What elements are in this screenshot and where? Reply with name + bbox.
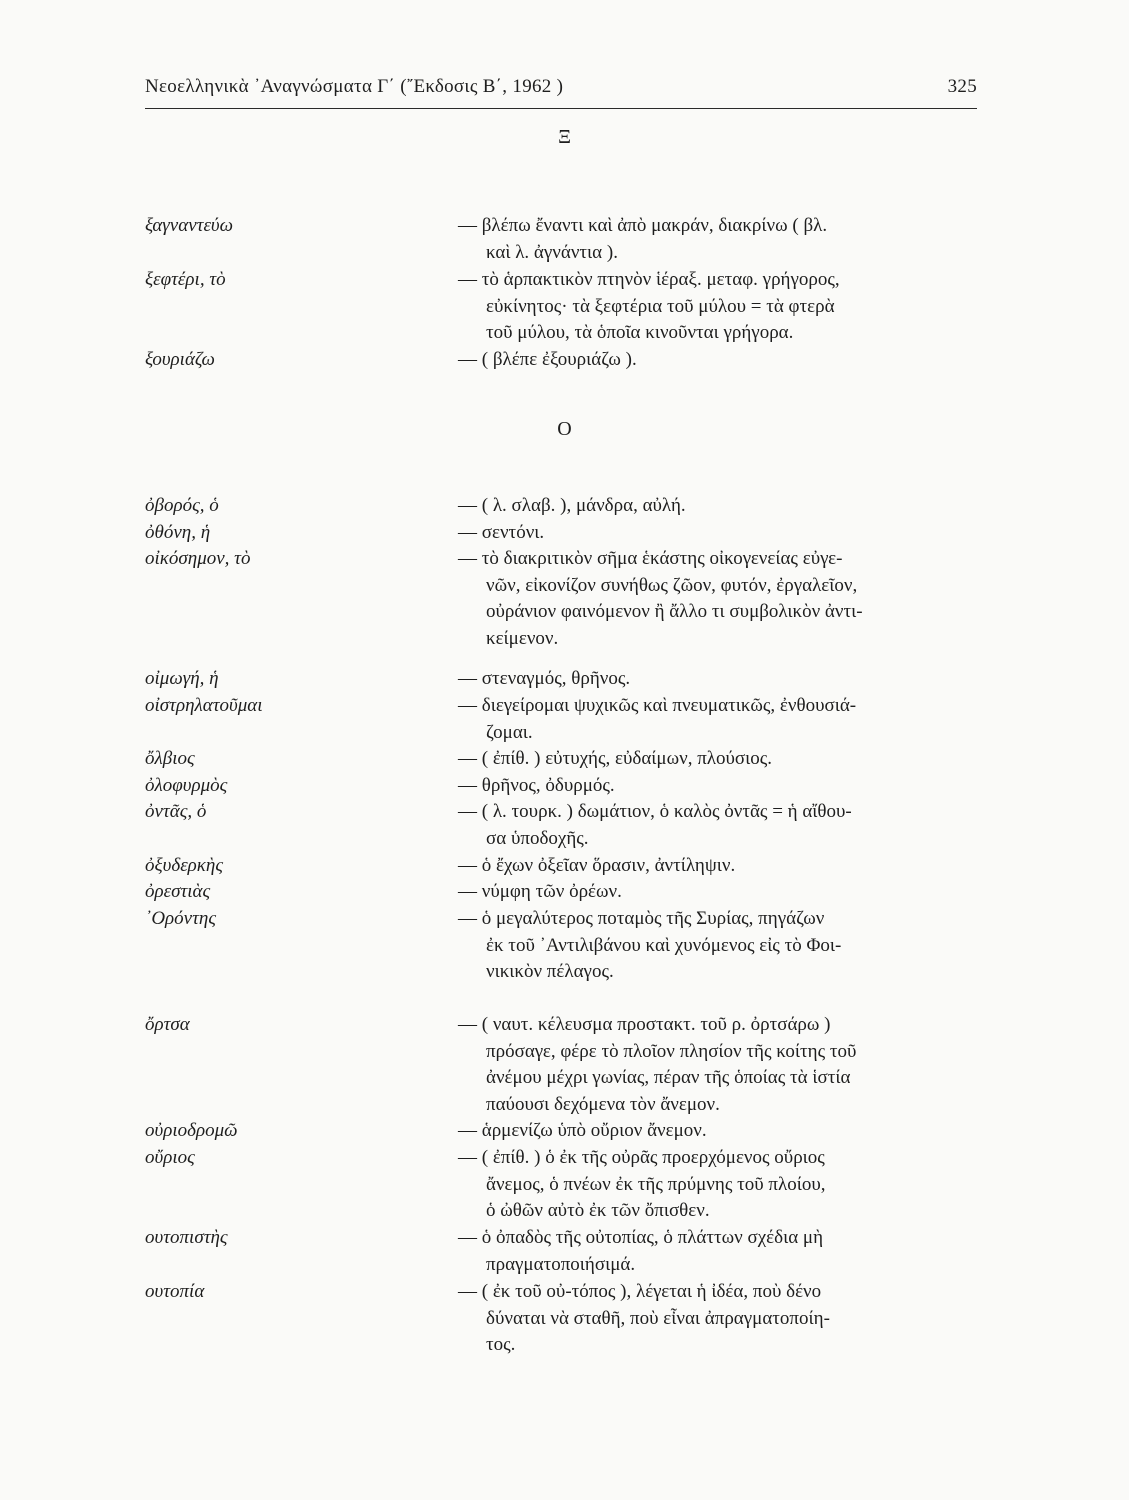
definition-line: κείμενον. [486, 627, 559, 649]
definition-line: καὶ λ. ἀγνάντια ). [486, 241, 618, 263]
definition-line: — νύμφη τῶν ὀρέων. [458, 881, 622, 902]
entry-term: οἰστρηλατοῦμαι [145, 695, 263, 716]
definition-line: — τὸ διακριτικὸν σῆμα ἑκάστης οἰκογενείας εὐγε- [458, 548, 843, 569]
entry-definition [458, 546, 982, 652]
entry-definition [458, 906, 982, 986]
entry-term: ὄρτσα [145, 1014, 190, 1035]
entry-definition [458, 347, 982, 374]
definition-line: τος. [486, 1334, 516, 1356]
definition-line: δύναται νὰ σταθῆ, ποὺ εἶναι ἀπραγματοποίη- [486, 1307, 830, 1329]
definition-line: — ὁ μεγαλύτερος ποταμὸς τῆς Συρίας, πηγάζων [458, 908, 825, 929]
header-title: Νεοελληνικὰ ᾿Αναγνώσματα Γ΄ (῎Εκδοσις Β΄, 1962 ) [145, 76, 564, 97]
definition-line: εὐκίνητος· τὰ ξεφτέρια τοῦ μύλου = τὰ φτερὰ [486, 295, 835, 317]
glossary-entry [0, 746, 1129, 773]
definition-line: τοῦ μύλου, τὰ ὁποῖα κινοῦνται γρήγορα. [486, 322, 794, 344]
entry-term: ουτοπιστὴς [145, 1227, 228, 1248]
glossary-entry [0, 666, 1129, 693]
definition-line: — ( ἐκ τοῦ οὐ-τόπος ), λέγεται ἡ ἰδέα, ποὺ δένο [458, 1281, 822, 1302]
glossary-entry [0, 493, 1129, 520]
entry-definition [458, 773, 982, 800]
glossary-entry [0, 853, 1129, 880]
glossary-entry [0, 906, 1129, 986]
definition-line: — θρῆνος, ὀδυρμός. [458, 775, 615, 796]
entry-definition [458, 1118, 982, 1145]
definition-line: οὐράνιον φαινόμενον ἢ ἄλλο τι συμβολικὸν ἀντι- [486, 601, 863, 623]
entry-definition [458, 493, 982, 520]
section-letter: Ξ [558, 126, 571, 148]
definition-line: σα ὑποδοχῆς. [486, 827, 589, 849]
entry-term: οὐριοδρομῶ [145, 1120, 238, 1141]
entry-definition [458, 1279, 982, 1359]
definition-line: νικικὸν πέλαγος. [486, 961, 614, 983]
definition-line: — ( λ. σλαβ. ), μάνδρα, αὐλή. [458, 495, 686, 516]
entry-definition [458, 1225, 982, 1278]
definition-line: πραγματοποιήσιμά. [486, 1253, 636, 1275]
definition-line: ἐκ τοῦ ᾿Αντιλιβάνου καὶ χυνόμενος εἰς τὸ Φοι- [486, 934, 842, 956]
entry-definition [458, 213, 982, 266]
definition-line: — ἁρμενίζω ὑπὸ οὔριον ἄνεμον. [458, 1120, 707, 1141]
entry-term: ὀβορός, ὁ [145, 495, 219, 516]
definition-line: ἄνεμος, ὁ πνέων ἐκ τῆς πρύμνης τοῦ πλοίου, [486, 1173, 826, 1195]
glossary-entry [0, 693, 1129, 746]
entry-definition [458, 520, 982, 547]
glossary-entry [0, 1225, 1129, 1278]
entry-term: ξουριάζω [145, 349, 215, 370]
definition-line: πρόσαγε, φέρε τὸ πλοῖον πλησίον τῆς κοίτης τοῦ [486, 1040, 857, 1062]
glossary-entry [0, 546, 1129, 652]
definition-line: — ( ἐπίθ. ) ὁ ἐκ τῆς οὐρᾶς προερχόμενος οὔριος [458, 1147, 825, 1168]
glossary-entry [0, 267, 1129, 347]
definition-line: ἀνέμου μέχρι γωνίας, πέραν τῆς ὁποίας τὰ ἱστία [486, 1067, 851, 1089]
entry-term: ουτοπία [145, 1281, 205, 1302]
glossary-entry [0, 879, 1129, 906]
definition-line: νῶν, εἰκονίζον συνήθως ζῶον, φυτόν, ἐργαλεῖον, [486, 574, 858, 596]
glossary-entry [0, 1012, 1129, 1118]
entry-definition [458, 853, 982, 880]
entry-definition [458, 746, 982, 773]
definition-line: — ὁ ἔχων ὀξεῖαν ὅρασιν, ἀντίληψιν. [458, 855, 736, 876]
definition-line: — ( βλέπε ἐξουριάζω ). [458, 349, 637, 370]
entry-term: ὀρεστιὰς [145, 881, 211, 902]
entry-term: οὔριος [145, 1147, 195, 1168]
entry-definition [458, 879, 982, 906]
glossary-entry [0, 799, 1129, 852]
entry-term: ξεφτέρι, τὸ [145, 269, 226, 290]
entry-definition [458, 1145, 982, 1225]
glossary-entry [0, 347, 1129, 374]
definition-line: ζομαι. [486, 721, 533, 743]
entry-definition [458, 267, 982, 347]
entry-definition [458, 1012, 982, 1118]
definition-line: ὁ ὠθῶν αὐτὸ ἐκ τῶν ὄπισθεν. [486, 1200, 710, 1222]
glossary-entry [0, 773, 1129, 800]
definition-line: — διεγείρομαι ψυχικῶς καὶ πνευματικῶς, ἐνθουσιά- [458, 695, 857, 716]
glossary-entry [0, 520, 1129, 547]
entry-definition [458, 693, 982, 746]
entry-term: οἰκόσημον, τὸ [145, 548, 251, 569]
definition-line: — βλέπω ἔναντι καὶ ἀπὸ μακράν, διακρίνω ( βλ. [458, 215, 828, 236]
entry-definition [458, 799, 982, 852]
entry-term: οἰμωγή, ἡ [145, 668, 219, 689]
glossary-entry [0, 213, 1129, 266]
glossary-entry [0, 1118, 1129, 1145]
definition-line: — ( ναυτ. κέλευσμα προστακτ. τοῦ ρ. ὀρτσάρω ) [458, 1014, 831, 1035]
entry-term: ὄλβιος [145, 748, 195, 769]
running-header [145, 72, 977, 109]
definition-line: παύουσι δεχόμενα τὸν ἄνεμον. [486, 1093, 720, 1115]
definition-line: — σεντόνι. [458, 522, 545, 543]
entry-term: ὀντᾶς, ὁ [145, 801, 207, 822]
glossary-entry [0, 1279, 1129, 1359]
entry-term: ὀθόνη, ἡ [145, 522, 211, 543]
entry-definition [458, 666, 982, 693]
definition-line: — ( λ. τουρκ. ) δωμάτιον, ὁ καλὸς ὀντᾶς = ἡ αἴθου- [458, 801, 852, 822]
entry-term: ὀξυδερκὴς [145, 855, 224, 876]
definition-line: — ὁ ὀπαδὸς τῆς οὐτοπίας, ὁ πλάττων σχέδια μὴ [458, 1227, 824, 1248]
section-letter: Ο [557, 418, 572, 440]
definition-line: — ( ἐπίθ. ) εὐτυχής, εὐδαίμων, πλούσιος. [458, 748, 773, 769]
definition-line: — στεναγμός, θρῆνος. [458, 668, 631, 689]
entry-term: ξαγναντεύω [145, 215, 234, 236]
definition-line: — τὸ ἁρπακτικὸν πτηνὸν ἱέραξ. μεταφ. γρήγορος, [458, 269, 840, 290]
entry-term: ᾿Ορόντης [145, 908, 217, 929]
page-number: 325 [947, 76, 977, 97]
entry-term: ὀλοφυρμὸς [145, 775, 228, 796]
glossary-entry [0, 1145, 1129, 1225]
